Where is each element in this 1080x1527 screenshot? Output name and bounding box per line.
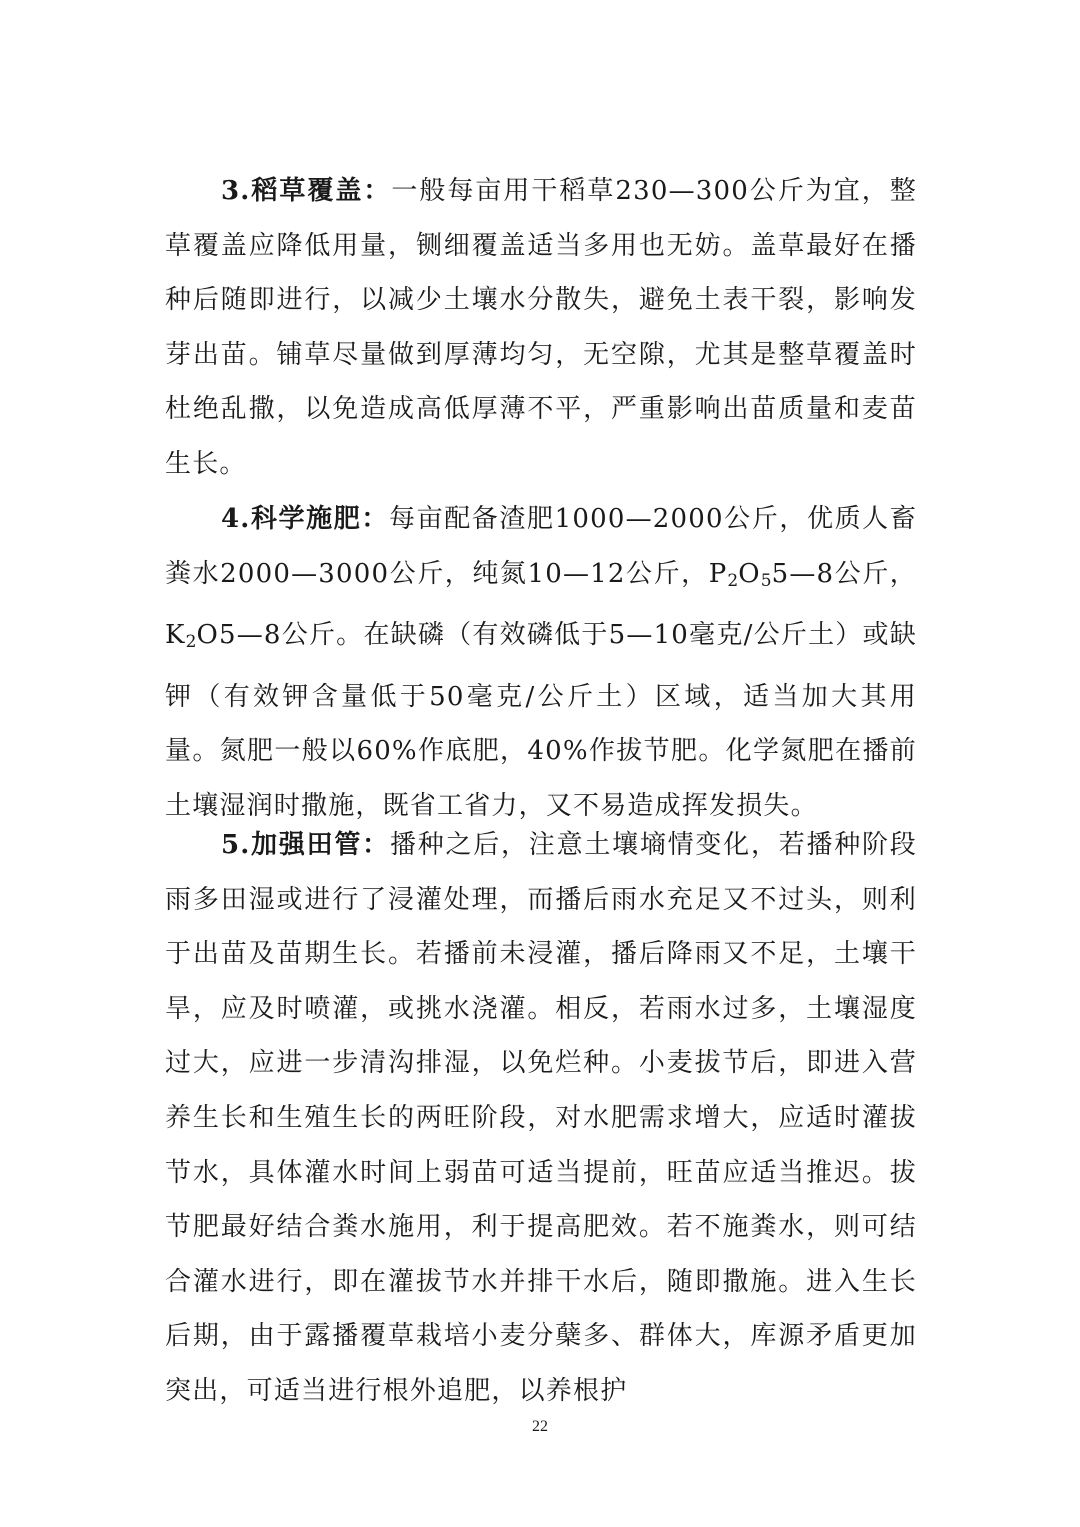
section-body: 一般每亩用干稻草230—300公斤为宜，整草覆盖应降低用量，铡细覆盖适当多用也无妨。盖草最好在播种后随即进行，以减少土壤水分散失，避免土表干裂，影响发芽出苗。铺草尽量做到厚薄均匀，无空隙，尤其是整草覆盖时杜绝乱撒，以免造成高低厚薄不平，严重影响出苗质量和麦苗生长。 xyxy=(165,176,917,479)
page-number: 22 xyxy=(532,1418,548,1435)
formula-p2o5: $P_2O_55—8$公斤， xyxy=(708,558,917,591)
formula-k2o: $K_2O5—8$公斤。 xyxy=(165,620,364,653)
section-straw-mulching xyxy=(165,164,917,492)
section-body-part-a: 每亩配备渣肥1000—2000公斤，优质人畜粪水2000—3000公斤，纯氮10—12公斤， xyxy=(165,504,917,589)
section-heading: 4.科学施肥： xyxy=(221,504,389,534)
section-body: 播种之后，注意土壤墒情变化，若播种阶段雨多田湿或进行了浸灌处理，而播后雨水充足又不过头，则利于出苗及苗期生长。若播前未浸灌，播后降雨又不足，土壤干旱，应及时喷灌，或挑水浇灌。相反，若雨水过多，土壤湿度过大，应进一步清沟排湿，以免烂种。小麦拔节后，即进入营养生长和生殖生长的两旺阶段，对水肥需求增大，应适时灌拔节水，具体灌水时间上弱苗可适当提前，旺苗应适当推迟。拔节肥最好结合粪水施用，利于提高肥效。若不施粪水，则可结合灌水进行，即在灌拔节水并排干水后，随即撒施。进入生长后期，由于露播覆草栽培小麦分蘖多、群体大，库源矛盾更加突出，可适当进行根外追肥，以养根护 xyxy=(165,830,917,1406)
section-heading: 3.稻草覆盖： xyxy=(221,176,392,206)
section-body-part-b: 在缺磷（有效磷低于5—10毫克/公斤土）或缺钾（有效钾含量低于50毫克/公斤土）区域，适当加大其用量。氮肥一般以60%作底肥，40%作拔节肥。化学氮肥在播前土壤湿润时撒施，既省工省力，又不易造成挥发损失。 xyxy=(165,620,917,821)
section-field-management xyxy=(165,818,917,1419)
section-fertilization xyxy=(165,492,917,834)
section-heading: 5.加强田管： xyxy=(221,830,390,860)
